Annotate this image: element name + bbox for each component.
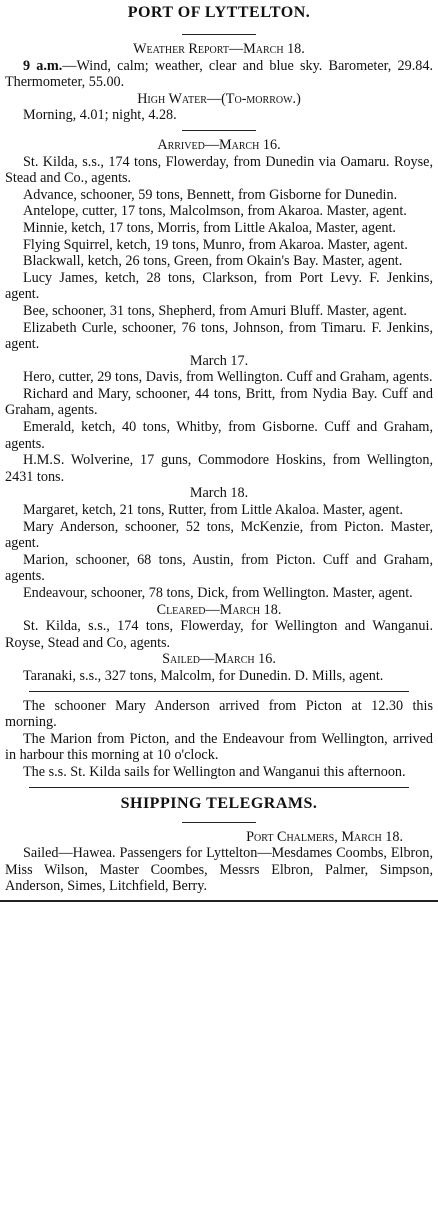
list-item: Flying Squirrel, ketch, 19 tons, Munro, from Akaroa. Master, agent.: [23, 236, 408, 253]
telegrams-title-rule: [182, 822, 256, 823]
arrived-march17-heading: March 17.: [189, 352, 249, 369]
list-item: St. Kilda, s.s., 174 tons, Flowerday, for Wellington and Wanganui. Royse, Stead and Co, agents.: [5, 618, 433, 651]
title-rule: [182, 34, 256, 35]
telegrams-rule: [29, 787, 409, 788]
page-title: PORT OF LYTTELTON.: [127, 4, 311, 21]
cleared-heading: Cleared—March 18.: [156, 601, 282, 618]
list-item: Taranaki, s.s., 327 tons, Malcolm, for Dunedin. D. Mills, agent.: [23, 667, 384, 684]
section-rule: [182, 130, 256, 131]
list-item: Advance, schooner, 59 tons, Bennett, from Gisborne for Dunedin.: [23, 186, 398, 203]
notes-rule: [29, 691, 409, 692]
bottom-rule: [0, 900, 438, 902]
weather-text: —Wind, calm; weather, clear and blue sky. Barometer, 29.84. Thermometer, 55.00.: [5, 57, 433, 91]
list-item: Antelope, cutter, 17 tons, Malcolmson, from Akaroa. Master, agent.: [23, 203, 407, 220]
weather-report: [5, 58, 433, 91]
high-water-heading: High Water—(To-morrow.): [137, 90, 301, 107]
list-item: Emerald, ketch, 40 tons, Whitby, from Gisborne. Cuff and Graham, agents.: [5, 419, 433, 452]
list-item: Minnie, ketch, 17 tons, Morris, from Little Akaloa, Master, agent.: [23, 219, 396, 236]
list-item: Margaret, ketch, 21 tons, Rutter, from Little Akaloa. Master, agent.: [23, 502, 403, 519]
sailed-heading: Sailed—March 16.: [162, 651, 276, 668]
arrived-march18-list: [5, 502, 433, 602]
shipping-notes: [5, 698, 433, 781]
arrived-march16-list: [5, 154, 433, 353]
list-item: H.M.S. Wolverine, 17 guns, Commodore Hoskins, from Wellington, 2431 tons.: [5, 452, 433, 485]
telegram-text: Sailed—Hawea. Passengers for Lyttelton—Mesdames Coombs, Elbron, Miss Wilson, Master Coombes, Messrs Elbron, Palmer, Simpson, Anderson, Simes, Litchfield, Berry.: [5, 845, 433, 895]
arrived-march17-list: [5, 369, 433, 485]
list-item: Richard and Mary, schooner, 44 tons, Britt, from Nydia Bay. Cuff and Graham, agents.: [5, 385, 433, 419]
weather-heading: Weather Report—March 18.: [133, 41, 305, 57]
list-item: St. Kilda, s.s., 174 tons, Flowerday, from Dunedin via Oamaru. Royse, Stead and Co., agents.: [5, 153, 433, 187]
arrived-heading: Arrived—March 16.: [157, 136, 281, 153]
list-item: Hero, cutter, 29 tons, Davis, from Wellington. Cuff and Graham, agents.: [23, 369, 433, 386]
list-item: Endeavour, schooner, 78 tons, Dick, from Wellington. Master, agent.: [23, 585, 413, 601]
news-paragraph: The Marion from Picton, and the Endeavour from Wellington, arrived in harbour this morning at 10 o'clock.: [5, 730, 433, 764]
weather-time: 9 a.m.: [23, 57, 63, 74]
list-item: Bee, schooner, 31 tons, Shepherd, from Amuri Bluff. Master, agent.: [23, 302, 407, 319]
telegram-dateline: Port Chalmers, March 18.: [246, 828, 403, 845]
list-item: Blackwall, ketch, 26 tons, Green, from Okain's Bay. Master, agent.: [23, 253, 403, 270]
list-item: Mary Anderson, schooner, 52 tons, McKenzie, from Picton. Master, agent.: [5, 518, 433, 552]
news-paragraph: The s.s. St. Kilda sails for Wellington and Wanganui this afternoon.: [23, 763, 406, 780]
list-item: Elizabeth Curle, schooner, 76 tons, Johnson, from Timaru. F. Jenkins, agent.: [5, 319, 433, 353]
list-item: Marion, schooner, 68 tons, Austin, from Picton. Cuff and Graham, agents.: [5, 551, 433, 585]
list-item: Lucy James, ketch, 28 tons, Clarkson, from Port Levy. F. Jenkins, agent.: [5, 269, 433, 303]
arrived-march18-heading: March 18.: [189, 485, 249, 502]
news-paragraph: The schooner Mary Anderson arrived from Picton at 12.30 this morning.: [5, 697, 433, 731]
high-water-text: Morning, 4.01; night, 4.28.: [23, 107, 177, 124]
telegrams-title: SHIPPING TELEGRAMS.: [120, 794, 318, 812]
